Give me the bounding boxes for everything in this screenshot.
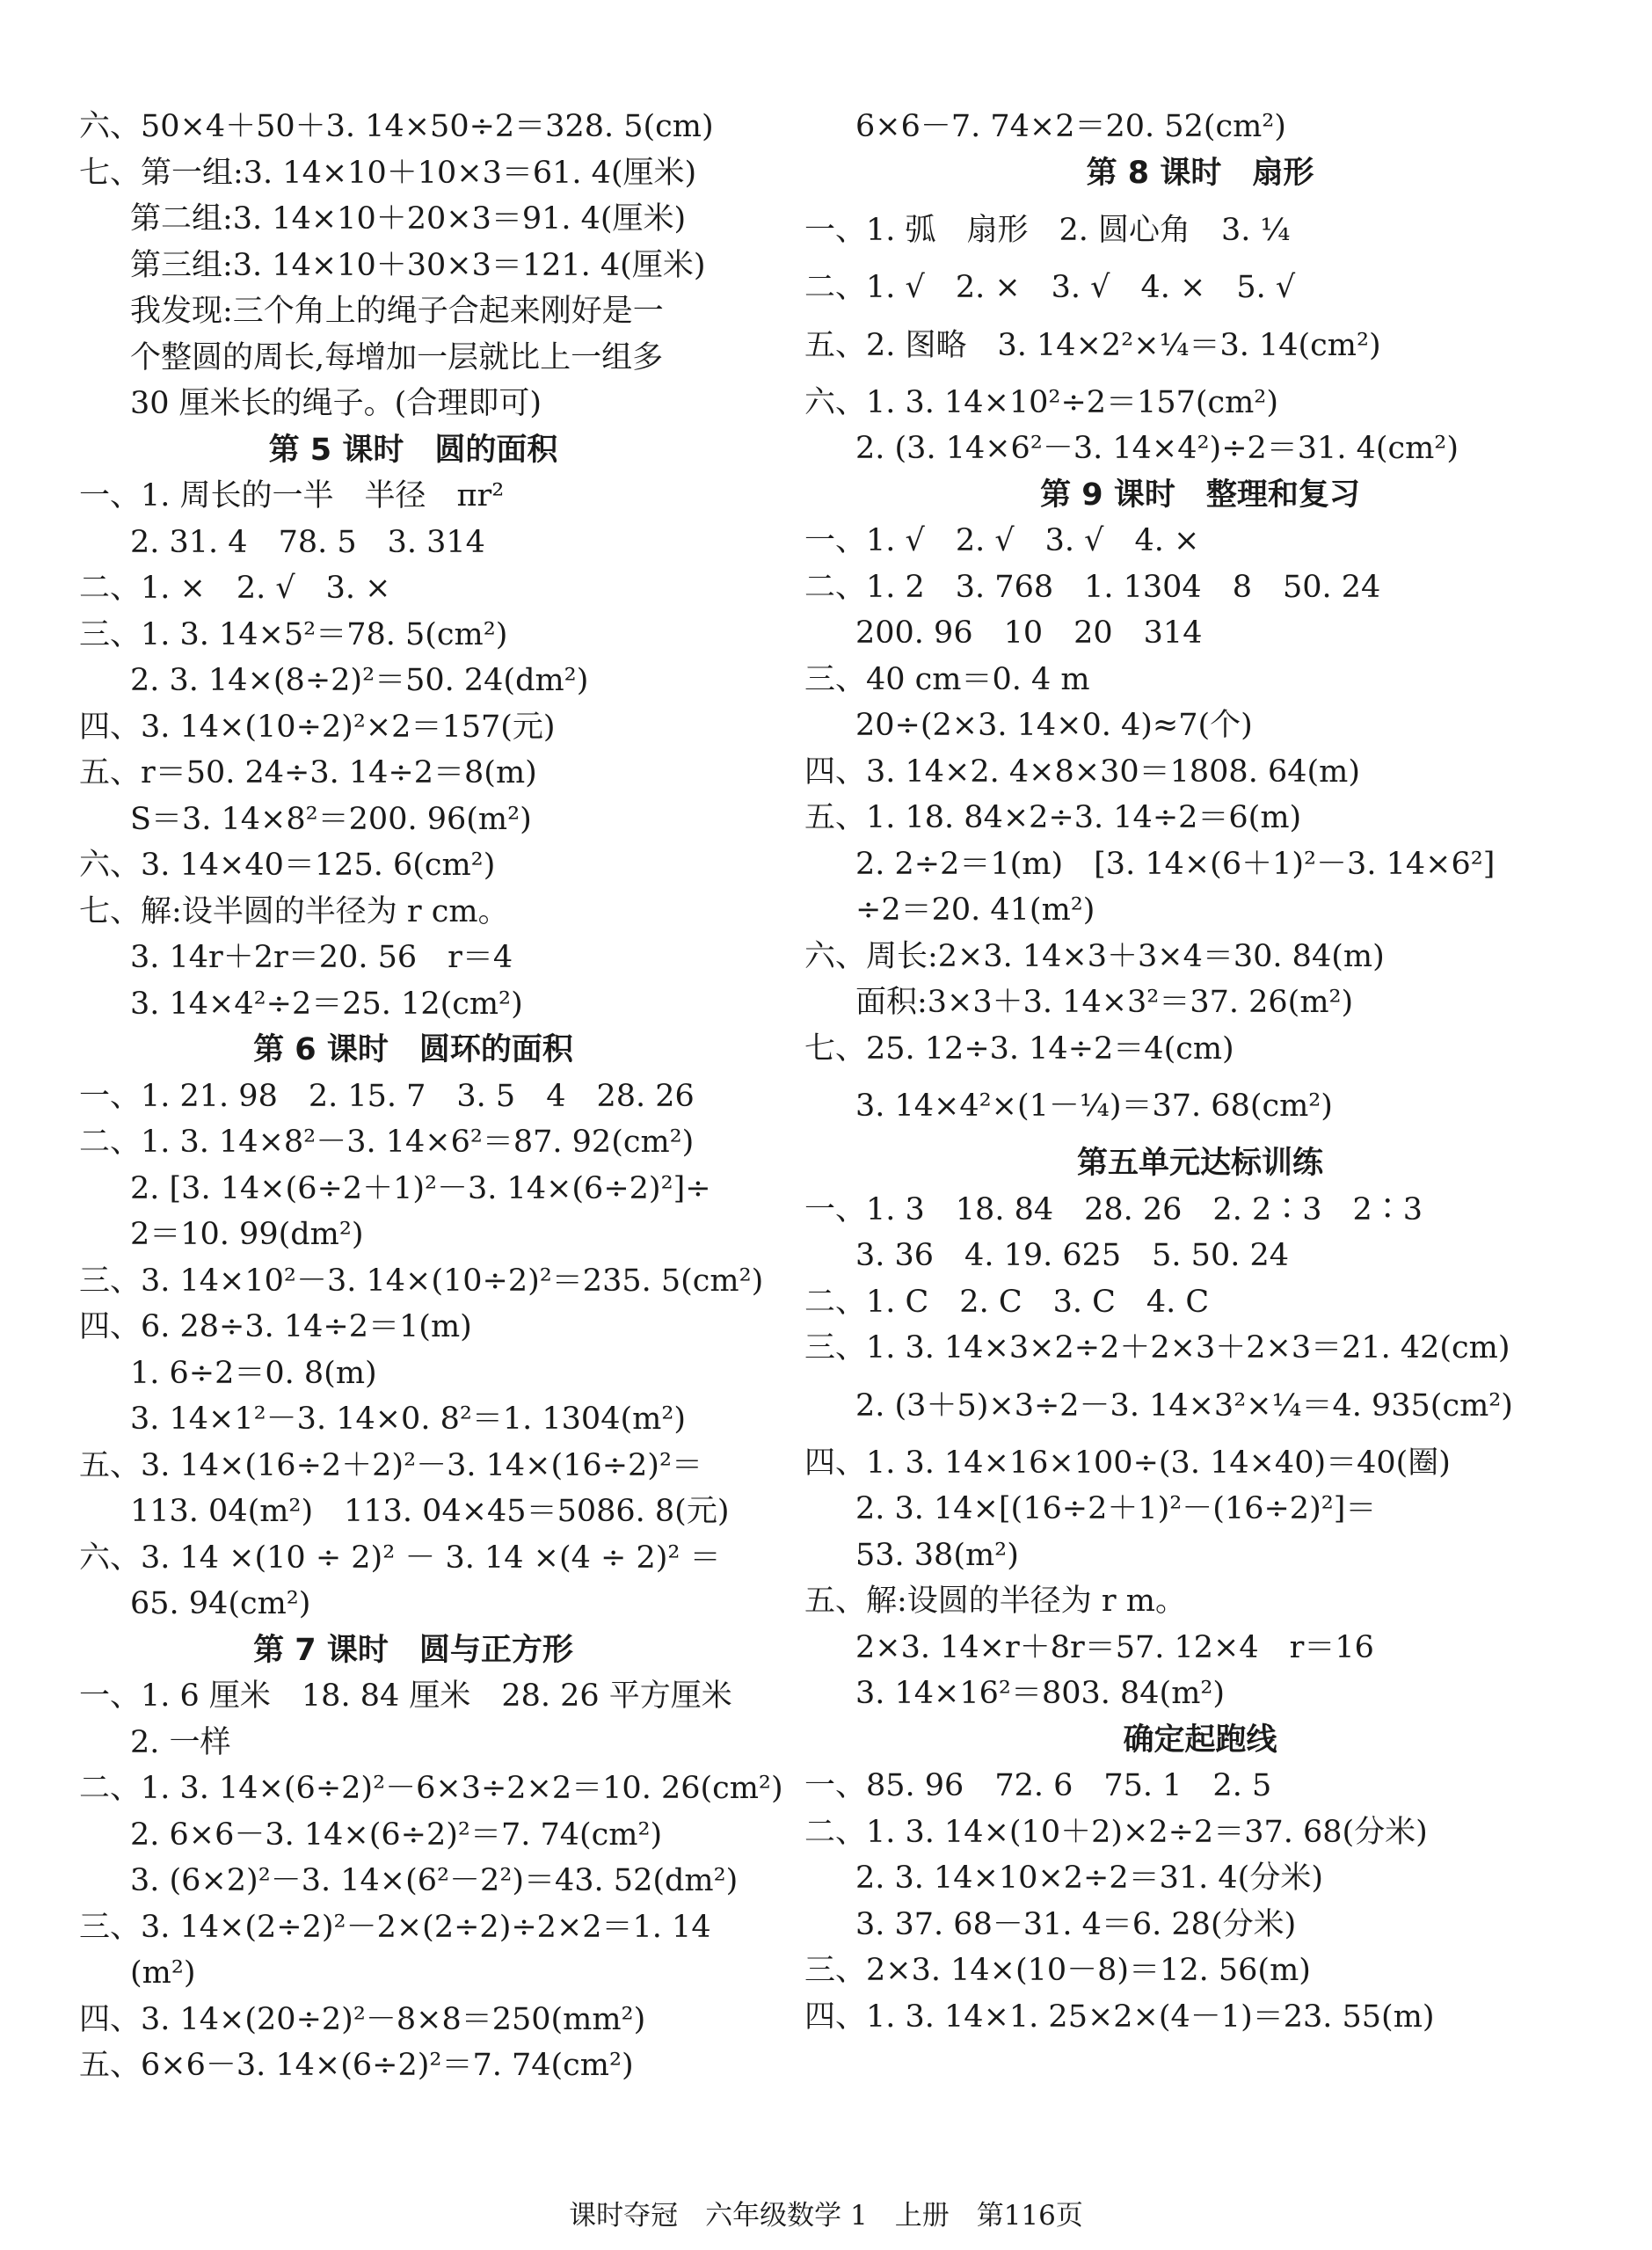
answer-line: 面积:3×3＋3. 14×3²＝37. 26(m²)	[855, 985, 1354, 1020]
answer-line: 3. 14r＋2r＝20. 56 r＝4	[130, 940, 513, 975]
answer-line: 三、3. 14×10²－3. 14×(10÷2)²＝235. 5(cm²)	[79, 1263, 764, 1299]
answer-line: 六、50×4＋50＋3. 14×50÷2＝328. 5(cm)	[79, 109, 714, 144]
section-heading: 第 6 课时 圆环的面积	[253, 1032, 573, 1067]
answer-line: 2. 一样	[130, 1724, 231, 1760]
answer-line: 五、2. 图略 3. 14×2²×¼＝3. 14(cm²)	[804, 327, 1381, 363]
answer-line: 二、1. 3. 14×(10＋2)×2÷2＝37. 68(分米)	[804, 1814, 1428, 1850]
answer-line: 我发现:三个角上的绳子合起来刚好是一	[130, 294, 664, 329]
answer-line: 3. 14×16²＝803. 84(m²)	[855, 1676, 1226, 1711]
answer-line: 一、1. 21. 98 2. 15. 7 3. 5 4 28. 26	[79, 1078, 695, 1114]
answer-line: 五、3. 14×(16÷2＋2)²－3. 14×(16÷2)²＝	[79, 1447, 702, 1483]
section-heading: 确定起跑线	[1123, 1722, 1277, 1758]
answer-line: 2. 31. 4 78. 5 3. 314	[130, 524, 485, 560]
answer-line: 1. 6÷2＝0. 8(m)	[130, 1355, 377, 1391]
answer-line: 2. 3. 14×[(16÷2＋1)²－(16÷2)²]＝	[855, 1491, 1377, 1526]
answer-line: 200. 96 10 20 314	[855, 615, 1203, 651]
answer-line: 3. 14×4²×(1－¼)＝37. 68(cm²)	[855, 1089, 1333, 1124]
answer-line: 2. 3. 14×10×2÷2＝31. 4(分米)	[855, 1860, 1323, 1896]
answer-line: 6×6－7. 74×2＝20. 52(cm²)	[855, 109, 1286, 144]
answer-line: ÷2＝20. 41(m²)	[855, 892, 1095, 928]
answer-line: 六、1. 3. 14×10²÷2＝157(cm²)	[804, 384, 1278, 420]
answer-line: 二、1. 3. 14×8²－3. 14×6²＝87. 92(cm²)	[79, 1125, 695, 1160]
answer-line: 四、6. 28÷3. 14÷2＝1(m)	[79, 1309, 472, 1344]
answer-line: 2. (3. 14×6²－3. 14×4²)÷2＝31. 4(cm²)	[855, 431, 1459, 466]
answer-line: 二、1. C 2. C 3. C 4. C	[804, 1284, 1210, 1320]
answer-line: 一、85. 96 72. 6 75. 1 2. 5	[804, 1768, 1272, 1803]
answer-line: 二、1. × 2. √ 3. ×	[79, 571, 391, 606]
answer-line: 五、解:设圆的半径为 r m。	[804, 1584, 1186, 1619]
answer-line: 二、1. 3. 14×(6÷2)²－6×3÷2×2＝10. 26(cm²)	[79, 1771, 783, 1806]
answer-line: 六、3. 14 ×(10 ÷ 2)² － 3. 14 ×(4 ÷ 2)² ＝	[79, 1540, 721, 1576]
answer-line: 二、1. √ 2. × 3. √ 4. × 5. √	[804, 270, 1296, 305]
answer-line: 三、1. 3. 14×3×2÷2＋2×3＋2×3＝21. 42(cm)	[804, 1330, 1510, 1365]
section-heading: 第 7 课时 圆与正方形	[253, 1632, 573, 1668]
answer-line: 四、1. 3. 14×1. 25×2×(4－1)＝23. 55(m)	[804, 1999, 1435, 2035]
left-column	[79, 104, 783, 2089]
answer-line: (m²)	[130, 1955, 196, 1991]
answer-line: 三、40 cm＝0. 4 m	[804, 661, 1090, 697]
answer-line: 七、解:设半圆的半径为 r cm。	[79, 893, 509, 929]
answer-line: 四、3. 14×2. 4×8×30＝1808. 64(m)	[804, 754, 1360, 790]
answer-line: 七、第一组:3. 14×10＋10×3＝61. 4(厘米)	[79, 155, 697, 191]
answer-line: 2×3. 14×r＋8r＝57. 12×4 r＝16	[855, 1629, 1374, 1665]
answer-line: 三、1. 3. 14×5²＝78. 5(cm²)	[79, 616, 508, 652]
answer-line: 第二组:3. 14×10＋20×3＝91. 4(厘米)	[130, 201, 687, 237]
answer-line: 3. 36 4. 19. 625 5. 50. 24	[855, 1238, 1290, 1273]
answer-line: 53. 38(m²)	[855, 1537, 1019, 1573]
answer-line: 20÷(2×3. 14×0. 4)≈7(个)	[855, 708, 1253, 743]
answer-line: 3. 14×1²－3. 14×0. 8²＝1. 1304(m²)	[130, 1402, 686, 1437]
answer-line: 2. [3. 14×(6÷2＋1)²－3. 14×(6÷2)²]÷	[130, 1170, 711, 1206]
answer-line: 2. 2÷2＝1(m) [3. 14×(6＋1)²－3. 14×6²]	[855, 846, 1496, 882]
answer-line: 65. 94(cm²)	[130, 1586, 311, 1621]
answer-line: 一、1. 弧 扇形 2. 圆心角 3. ¼	[804, 213, 1291, 248]
answer-line: 一、1. 周长的一半 半径 πr²	[79, 478, 505, 513]
section-heading: 第 9 课时 整理和复习	[1040, 477, 1360, 513]
answer-line: 五、r＝50. 24÷3. 14÷2＝8(m)	[79, 755, 537, 790]
answer-line: 一、1. 3 18. 84 28. 26 2. 2∶3 2∶3	[804, 1191, 1423, 1227]
answer-line: 30 厘米长的绳子。(合理即可)	[130, 386, 542, 421]
answer-line: 五、6×6－3. 14×(6÷2)²＝7. 74(cm²)	[79, 2048, 634, 2083]
answer-line: 2. (3＋5)×3÷2－3. 14×3²×¼＝4. 935(cm²)	[855, 1387, 1513, 1424]
section-heading: 第 8 课时 扇形	[1086, 155, 1314, 191]
answer-line: 三、2×3. 14×(10－8)＝12. 56(m)	[804, 1953, 1311, 1988]
answer-line: 一、1. 6 厘米 18. 84 厘米 28. 26 平方厘米	[79, 1678, 732, 1714]
answer-line: 3. (6×2)²－3. 14×(6²－2²)＝43. 52(dm²)	[130, 1863, 739, 1898]
answer-line: 三、3. 14×(2÷2)²－2×(2÷2)÷2×2＝1. 14	[79, 1909, 711, 1945]
answer-line: 七、25. 12÷3. 14÷2＝4(cm)	[804, 1030, 1234, 1067]
right-column	[804, 104, 1596, 2040]
answer-line: 113. 04(m²) 113. 04×45＝5086. 8(元)	[130, 1494, 730, 1529]
answer-line: 2. 3. 14×(8÷2)²＝50. 24(dm²)	[130, 663, 589, 698]
answer-line: 四、1. 3. 14×16×100÷(3. 14×40)＝40(圈)	[804, 1445, 1451, 1481]
answer-line: 二、1. 2 3. 768 1. 1304 8 50. 24	[804, 569, 1381, 605]
section-heading: 第 5 课时 圆的面积	[268, 432, 558, 468]
answer-line: 四、3. 14×(20÷2)²－8×8＝250(mm²)	[79, 2001, 646, 2037]
answer-line: 第三组:3. 14×10＋30×3＝121. 4(厘米)	[130, 247, 706, 283]
answer-line: 3. 14×4²÷2＝25. 12(cm²)	[130, 986, 523, 1022]
page-footer: 课时夺冠 六年级数学 1 上册 第116页	[569, 2200, 1083, 2232]
answer-line: 2. 6×6－3. 14×(6÷2)²＝7. 74(cm²)	[130, 1817, 663, 1853]
answer-line: 3. 37. 68－31. 4＝6. 28(分米)	[855, 1906, 1297, 1942]
answer-line: S＝3. 14×8²＝200. 96(m²)	[130, 801, 532, 837]
section-heading: 第五单元达标训练	[1076, 1146, 1323, 1181]
answer-line: 五、1. 18. 84×2÷3. 14÷2＝6(m)	[804, 800, 1302, 835]
answer-line: 六、3. 14×40＝125. 6(cm²)	[79, 848, 496, 883]
answer-line: 个整圆的周长,每增加一层就比上一组多	[130, 339, 664, 375]
answer-line: 六、周长:2×3. 14×3＋3×4＝30. 84(m)	[804, 938, 1385, 974]
answer-line: 一、1. √ 2. √ 3. √ 4. ×	[804, 523, 1200, 558]
answer-line: 2＝10. 99(dm²)	[130, 1217, 364, 1252]
answer-line: 四、3. 14×(10÷2)²×2＝157(元)	[79, 709, 556, 745]
